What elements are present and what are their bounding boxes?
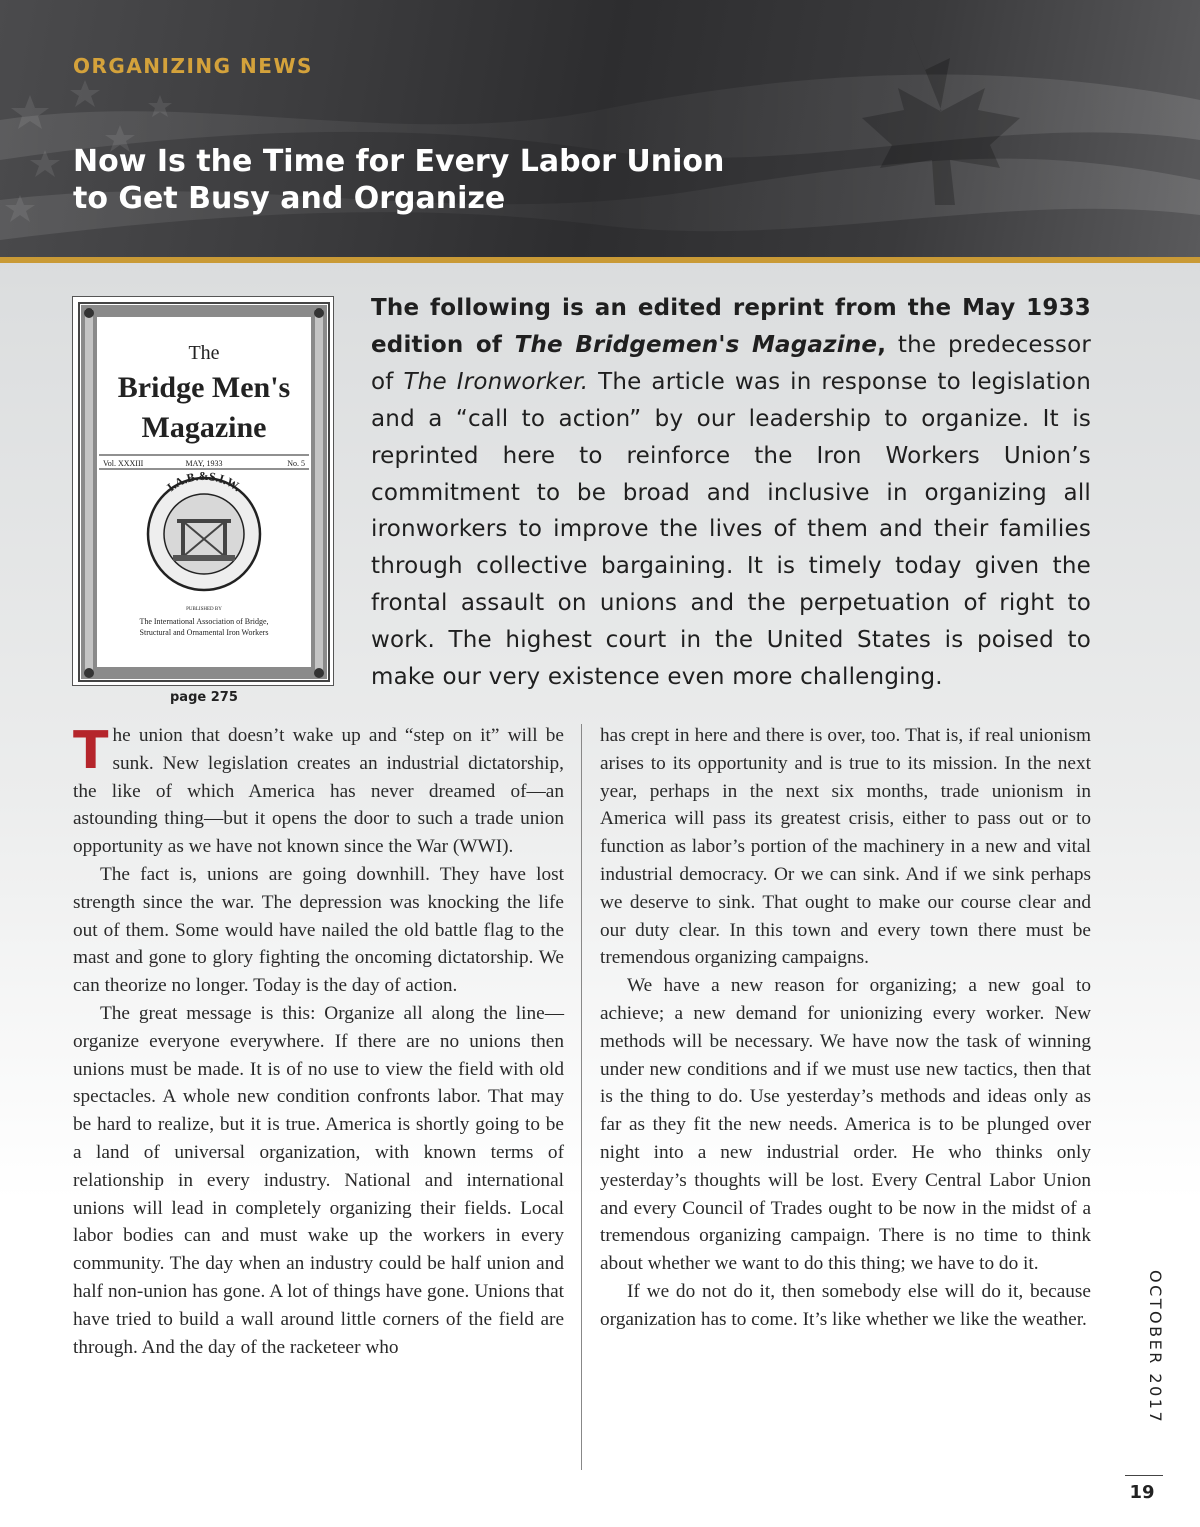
cover-title-1: Bridge Men's — [117, 371, 291, 404]
article-paragraph: If we do not do it, then somebody else will do it, because organization has to come. It’s like whether we like the weather. — [600, 1280, 1091, 1330]
cover-artwork — [73, 297, 335, 687]
union-seal-icon — [148, 469, 260, 590]
magazine-cover-image — [72, 296, 334, 686]
intro-bold-italic: The Bridgemen's Magazine — [514, 331, 878, 358]
intro-bold-a: The following is an edited reprint from the May 1933 edition of — [371, 295, 1091, 358]
issue-date-text: OCTOBER 2017 — [1146, 1270, 1165, 1425]
flag-background — [0, 0, 1200, 257]
intro-italic: The Ironworker. — [403, 368, 589, 395]
cover-number: No. 5 — [287, 459, 305, 468]
issue-date — [1145, 1270, 1165, 1470]
article-paragraph: We have a new reason for organizing; a new goal to achieve; a new demand for unionizing every worker. New methods will be necessary. We have now the task of winning under new conditions and if we must use new tactics, then that is the thing to do. Use yesterday’s methods and ideas only as far as they fit the new needs. America is to be plunged over night into a new industrial order. He who thinks only yesterday’s thoughts will be lost. Every Central Labor Union and every Council of Trades ought to be now in the midst of a tremendous organizing campaign. There is no time to think about whether we want to do this thing; we have to do it. — [600, 975, 1091, 1275]
cover-publisher-2: Structural and Ornamental Iron Workers — [139, 628, 269, 637]
page-number: 19 — [1129, 1482, 1155, 1503]
cover-published-by: PUBLISHED BY — [186, 607, 222, 612]
intro-text-b: The article was in response to legislation and a “call to action” by our leadership to organize. It is reprinted here to reinforce the Iron Workers Union’s commitment to be broad and inclusive in organizing all ironworkers to improve the lives of them and their families through collective bargaining. It is timely today given the frontal assault on unions and the perpetuation of right to work. The highest court in the United States is poised to make our very existence even more challenging. — [371, 368, 1091, 691]
intro-paragraph — [371, 290, 1091, 696]
seal-text: I.A.B.&S.I.W. — [164, 468, 244, 495]
article-paragraph — [73, 722, 564, 861]
article-paragraph: has crept in here and there is over, too. That is, if real unionism arises to its opportunity and is true to its mission. In the next year, perhaps in the next six months, trade unionism in America will pass its greatest crisis, either to pass out or to function as labor’s portion of the machinery in a new and vital industrial democracy. Or we can sink. And if we sink perhaps we deserve to sink. That ought to make our course clear and our duty clear. In this town and every town there must be tremendous organizing campaigns. — [600, 725, 1091, 969]
cover-publisher-1: The International Association of Bridge, — [139, 617, 269, 626]
cover-volume: Vol. XXXIII — [103, 459, 144, 468]
cover-caption: page 275 — [170, 690, 238, 705]
column-divider — [581, 724, 582, 1470]
intro-bold-b: , — [877, 331, 887, 358]
paragraph-text: he union that doesn’t wake up and “step on it” will be sunk. New legislation creates an industrial dictatorship, the like of which America has never dreamed of—an astounding thing—but it opens the door to such a trade union opportunity as we have not known since the War (WWI). — [73, 725, 564, 858]
article-paragraph: The fact is, unions are going downhill. They have lost strength since the war. The depression was knocking the life out of them. Some would have nailed the old battle flag to the mast and gone to glory fighting the oncoming dictatorship. We can theorize no longer. Today is the day of action. — [73, 863, 564, 997]
cover-title-2: Magazine — [141, 411, 267, 444]
folio-rule — [1125, 1475, 1163, 1476]
article-paragraph: The great message is this: Organize all along the line—organize everyone everywhere. If there are no unions then unions must be made. It is of no use to view the field with old spectacles. A whole new condition confronts labor. That may be hard to realize, but it is true. America is shortly going to be a land of universal organization, with known terms of relationship in every industry. National and international unions will lead in completely organizing their fields. Local labor bodies can and must wake up the workers in every community. The day when an industry could be half union and half non-union has gone. A lot of things have gone. Unions that have tried to build a wall around little corners of the field are through. And the day of the racketeer who — [73, 1002, 564, 1358]
page-title — [73, 143, 833, 217]
drop-cap: T — [73, 721, 109, 781]
section-label: ORGANIZING NEWS — [73, 54, 313, 78]
header-rule — [0, 257, 1200, 263]
article-column-left — [73, 722, 564, 1361]
header-banner — [0, 0, 1200, 257]
intro-text-a: the predecessor of — [371, 331, 1091, 395]
article-column-right — [600, 722, 1091, 1334]
title-line-1: Now Is the Time for Every Labor Union — [73, 144, 725, 179]
cover-date: MAY, 1933 — [185, 459, 223, 468]
title-line-2: to Get Busy and Organize — [73, 181, 506, 216]
cover-the: The — [188, 342, 220, 364]
